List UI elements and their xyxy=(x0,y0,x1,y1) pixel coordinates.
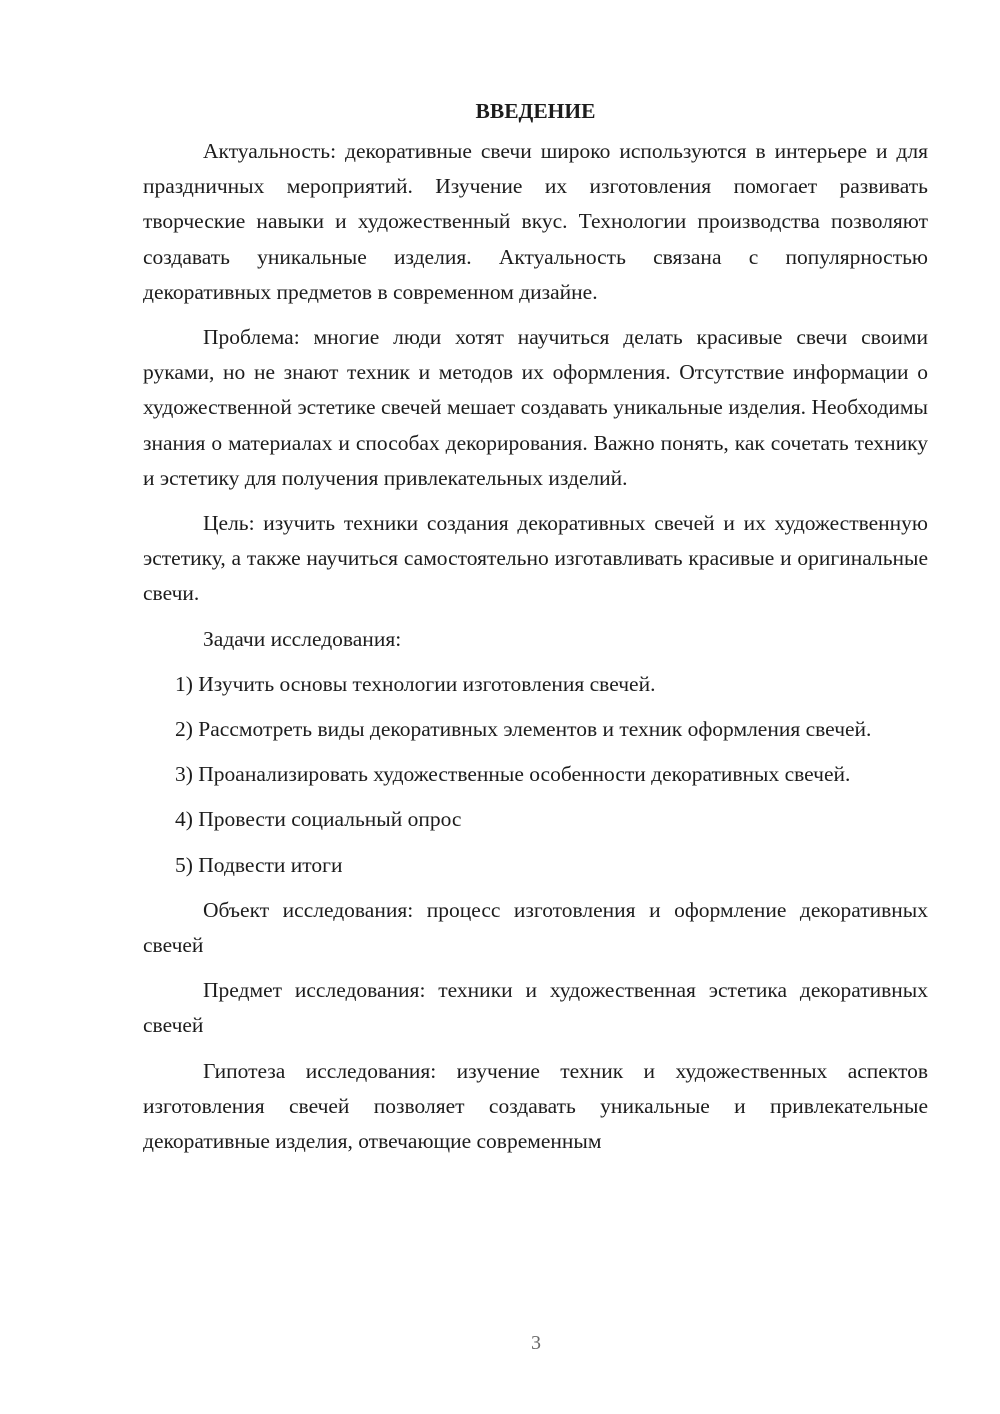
paragraph-object: Объект исследования: процесс изготовления и оформление декоративных свечей xyxy=(143,897,928,958)
section-title: ВВЕДЕНИЕ xyxy=(475,99,596,123)
task-item: 4) Провести социальный опрос xyxy=(175,807,462,832)
paragraph-subject: Предмет исследования: техники и художественная эстетика декоративных свечей xyxy=(143,978,928,1038)
page-number: 3 xyxy=(531,1332,541,1354)
task-item: 2) Рассмотреть виды декоративных элементов и техник оформления свечей. xyxy=(175,717,872,742)
paragraph-problem: Проблема: многие люди хотят научиться делать красивые свечи своими руками, но не знают техник и методов их оформления. Отсутствие информации о художественной эстетике свечей мешает создавать уникальные изделия. Необходимы знания о материалах и способах декорирования. Важно понять, как сочетать технику и эстетику для получения привлекательных изделий. xyxy=(143,325,928,490)
task-item: 1) Изучить основы технологии изготовления свечей. xyxy=(175,671,656,696)
paragraph-relevance: Актуальность: декоративные свечи широко используются в интерьере и для праздничных мероприятий. Изучение их изготовления помогает развивать творческие навыки и художественный вкус. Технологии производства позволяют создавать уникальные изделия. Актуальность связана с популярностью декоративных предметов в современном дизайне. xyxy=(143,139,928,304)
task-item: 5) Подвести итоги xyxy=(175,852,343,877)
task-item: 3) Проанализировать художественные особенности декоративных свечей. xyxy=(175,762,851,787)
tasks-heading: Задачи исследования: xyxy=(203,626,402,651)
page-content xyxy=(143,92,928,1169)
paragraph-hypothesis: Гипотеза исследования: изучение техник и художественных аспектов изготовления свечей позволяет создавать уникальные и привлекательные декоративные изделия, отвечающие современным xyxy=(143,1058,928,1154)
paragraph-goal: Цель: изучить техники создания декоративных свечей и их художественную эстетику, а также научиться самостоятельно изготавливать красивые и оригинальные свечи. xyxy=(143,511,928,606)
